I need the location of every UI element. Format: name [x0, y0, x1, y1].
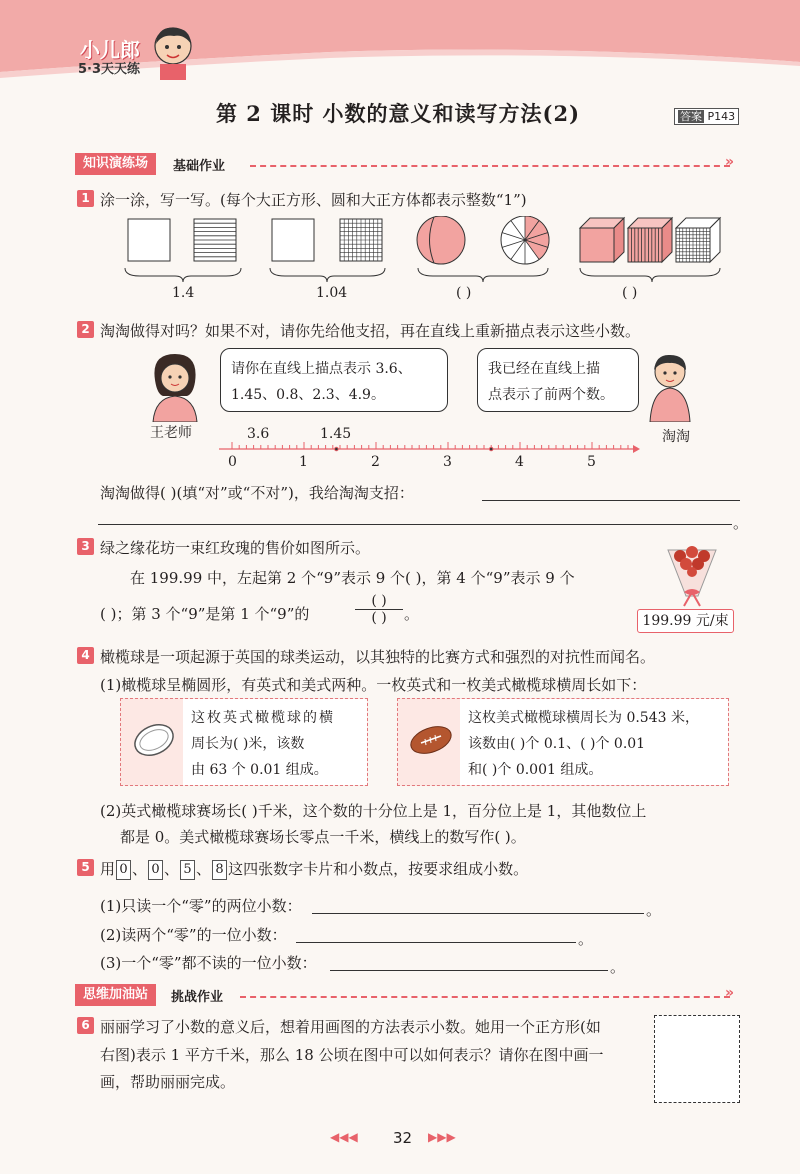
tick-label: 4: [515, 454, 524, 470]
q6-line: 丽丽学习了小数的意义后，想着用画图的方法表示小数。她用一个正方形(如: [100, 1018, 601, 1036]
number-line-mark: 1.45: [320, 426, 352, 442]
prev-arrows-icon: ◀◀◀: [330, 1130, 358, 1144]
brand-subtitle: 5·3天天练: [78, 62, 141, 77]
question-number: 4: [77, 647, 94, 664]
q3-line1: 在 199.99 中，左起第 2 个“9”表示 9 个( )，第 4 个“9”表示 9 个: [130, 569, 575, 587]
brand-logo: 小儿郎: [80, 38, 140, 62]
fraction-numerator: ( ): [371, 593, 387, 609]
question-number: 5: [77, 859, 94, 876]
question-text: 橄榄球是一项起源于英国的球类运动，以其独特的比赛方式和强烈的对抗性而闻名。: [100, 648, 656, 666]
q1-figures: [120, 216, 740, 288]
period: 。: [610, 958, 626, 976]
plotted-point: [335, 447, 339, 451]
answer-label: 答案: [680, 110, 702, 123]
student-line: 我已经在直线上描: [488, 361, 600, 377]
q6-line: 画，帮助丽丽完成。: [100, 1073, 236, 1091]
box1-line: 由 63 个 0.01 组成。: [191, 762, 328, 778]
english-rugby-ball-icon: [131, 717, 177, 763]
section-banner-challenge: 思维加油站 挑战作业 »: [75, 984, 745, 1008]
answer-blank[interactable]: [330, 970, 608, 971]
plotted-point: [489, 447, 493, 451]
answer-blank[interactable]: [98, 524, 732, 525]
fraction[interactable]: [355, 593, 403, 626]
english-rugby-box: [120, 698, 368, 786]
price-tag: 199.99 元/束: [637, 609, 734, 633]
teacher-line: 请你在直线上描点表示 3.6、: [231, 361, 412, 377]
number-line: [215, 438, 640, 458]
box2-line: 这枚美式橄榄球横周长为 0.543 米，: [468, 710, 699, 726]
american-rugby-box: [397, 698, 729, 786]
answer-ref: [674, 108, 739, 125]
section-tag: 思维加油站: [75, 984, 156, 1006]
digit-card: 8: [212, 860, 227, 880]
page-number: 32: [393, 1129, 413, 1147]
page-title: 第 2 课时 小数的意义和读写方法(2): [216, 101, 581, 126]
tick-label: 3: [443, 454, 452, 470]
q5-post: 这四张数字卡片和小数点，按要求组成小数。: [228, 860, 529, 878]
drawing-square[interactable]: [654, 1015, 740, 1103]
cube-figures: [580, 218, 720, 262]
tick-label: 1: [299, 454, 308, 470]
section-banner-basic: 知识演练场 基础作业 »: [75, 153, 745, 177]
next-arrows-icon: ▶▶▶: [428, 1130, 456, 1144]
tick-label: 5: [587, 454, 596, 470]
q2-answer-line: 淘淘做得( )(填“对”或“不对”)，我给淘淘支招：: [100, 484, 414, 502]
answer-blank[interactable]: [312, 913, 644, 914]
q5-item: (2)读两个“零”的一位小数：: [100, 926, 287, 944]
boy-mascot-icon: [148, 22, 198, 80]
digit-card: 0: [148, 860, 163, 880]
q3-line2: ( )；第 3 个“9”是第 1 个“9”的: [100, 605, 310, 623]
student-icon: [640, 350, 700, 422]
q1-label: 1.04: [316, 285, 348, 301]
box2-line: 和( )个 0.001 组成。: [468, 762, 603, 778]
question-number: 6: [77, 1017, 94, 1034]
teacher-speech-bubble: [220, 348, 448, 412]
period: 。: [578, 930, 594, 948]
q5-item: (3)一个“零”都不读的一位小数：: [100, 954, 317, 972]
fraction-denominator: ( ): [355, 609, 403, 626]
q1-label: 1.4: [172, 285, 195, 301]
q6-line: 右图)表示 1 平方千米，那么 18 公顷在图中可以如何表示？请你在图中画一: [100, 1046, 604, 1064]
question-number: 3: [77, 538, 94, 555]
student-line: 点表示了前两个数。: [488, 387, 614, 403]
digit-card: 0: [116, 860, 131, 880]
question-text: 淘淘做得对吗？如果不对，请你先给他支招，再在直线上重新描点表示这些小数。: [100, 322, 641, 340]
student-speech-bubble: [477, 348, 639, 412]
q4-sub2-line2: 都是 0。美式橄榄球赛场长零点一千米，横线上的数写作( )。: [120, 828, 526, 846]
q1-label[interactable]: ( ): [622, 285, 638, 301]
section-sub: 基础作业: [173, 159, 226, 174]
tick-label: 0: [228, 454, 237, 470]
q5-item: (1)只读一个“零”的两位小数：: [100, 897, 302, 915]
q5-text: 用 0 、 0 、 5 、 8 这四张数字卡片和小数点，按要求组成小数。: [100, 860, 529, 878]
answer-blank[interactable]: [296, 942, 576, 943]
student-name: 淘淘: [662, 429, 690, 445]
q4-sub2-line1: (2)英式橄榄球赛场长( )千米，这个数的十分位上是 1，百分位上是 1，其他数位上: [100, 802, 647, 820]
question-number: 2: [77, 321, 94, 338]
box1-line: 周长为( )米，该数: [191, 736, 305, 752]
q1-label[interactable]: ( ): [456, 285, 472, 301]
period: 。: [646, 901, 662, 919]
box1-line: 这枚英式橄榄球的横: [191, 710, 335, 726]
period: 。: [404, 605, 420, 623]
box2-line: 该数由( )个 0.1、( )个 0.01: [468, 736, 646, 752]
period: 。: [733, 514, 749, 532]
rose-bouquet-icon: [660, 540, 724, 608]
tick-label: 2: [371, 454, 380, 470]
digit-card: 5: [180, 860, 195, 880]
number-line-mark: 3.6: [247, 426, 270, 442]
section-sub: 挑战作业: [171, 990, 224, 1005]
teacher-line: 1.45、0.8、2.3、4.9。: [231, 387, 385, 403]
q5-pre: 用: [100, 860, 116, 878]
q4-sub1: (1)橄榄球呈椭圆形，有英式和美式两种。一枚英式和一枚美式橄榄球横周长如下：: [100, 676, 647, 694]
question-text: 绿之缘花坊一束红玫瑰的售价如图所示。: [100, 539, 371, 557]
section-tag: 知识演练场: [75, 153, 156, 175]
question-number: 1: [77, 190, 94, 207]
question-text: 涂一涂，写一写。(每个大正方形、圆和大正方体都表示整数“1”): [100, 191, 527, 209]
teacher-icon: [145, 350, 205, 422]
answer-blank[interactable]: [482, 500, 740, 501]
american-football-icon: [406, 717, 456, 763]
answer-page: P143: [707, 110, 736, 123]
teacher-name: 王老师: [150, 425, 192, 441]
